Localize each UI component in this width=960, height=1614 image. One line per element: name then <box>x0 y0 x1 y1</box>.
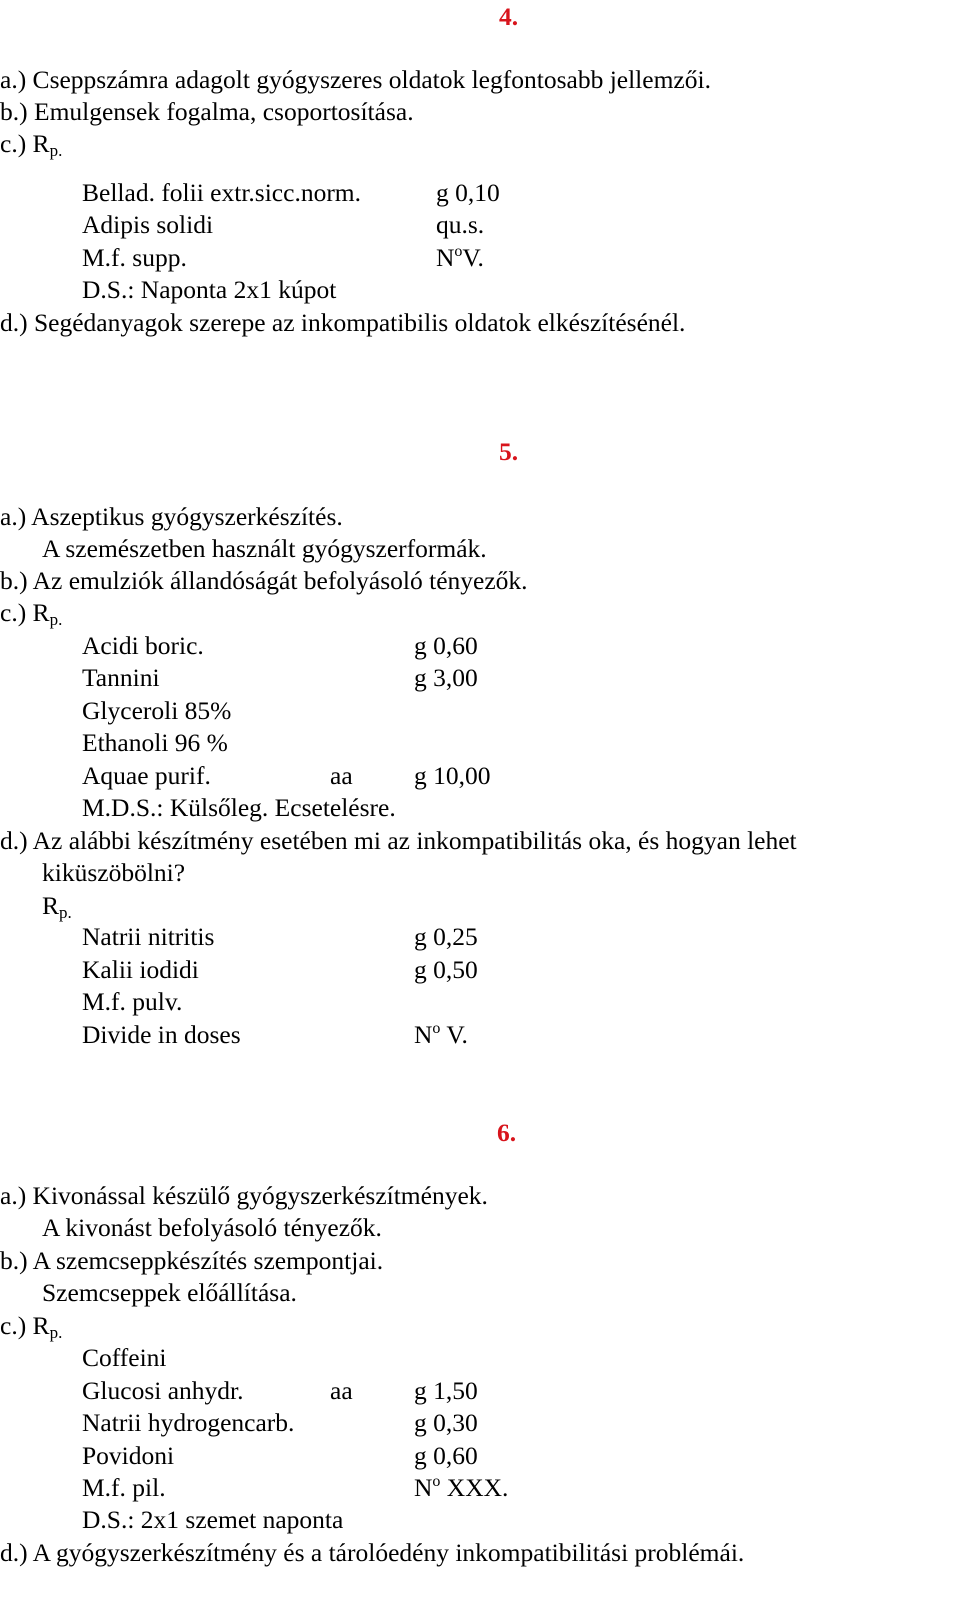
rx-ingredient: Natrii nitritis <box>82 922 215 951</box>
rx-ingredient: Kalii iodidi <box>82 955 199 984</box>
question-6a: a.) Kivonással készülő gyógyszerkészítmények. <box>0 1181 488 1210</box>
question-6d: d.) A gyógyszerkészítmény és a tárolóedény inkompatibilitási problémái. <box>0 1538 745 1567</box>
rx-dose: g 0,60 <box>414 1441 478 1470</box>
rx-ingredient: Coffeini <box>82 1343 167 1372</box>
rx-ingredient: Glucosi anhydr. <box>82 1376 244 1405</box>
question-5a: a.) Aszeptikus gyógyszerkészítés. <box>0 502 343 531</box>
rx-signature: M.D.S.: Külsőleg. Ecsetelésre. <box>82 793 396 822</box>
question-5b: b.) Az emulziók állandóságát befolyásoló tényezők. <box>0 566 528 595</box>
question-4c <box>0 129 62 159</box>
rx-aa: aa <box>330 1376 353 1405</box>
question-6b-cont: Szemcseppek előállítása. <box>42 1278 297 1307</box>
question-5a-cont: A szemészetben használt gyógyszerformák. <box>42 534 487 563</box>
question-5d-cont: kiküszöbölni? <box>42 858 186 887</box>
rx-dose: g 3,00 <box>414 663 478 692</box>
rx-dose: g 0,60 <box>414 631 478 660</box>
rx-count: $N^o$ XXX. <box>414 1473 509 1502</box>
rp-label: c.) R <box>0 129 50 158</box>
rx-ingredient: Glyceroli 85% <box>82 696 232 725</box>
rx-instruction: M.f. pulv. <box>82 987 183 1016</box>
rx-dose: qu.s. <box>436 210 485 239</box>
rx-dose: g 0,50 <box>414 955 478 984</box>
rx-dose: g 0,25 <box>414 922 478 951</box>
rp-label-2: $R_{p.}$ <box>42 891 72 922</box>
question-5c <box>0 598 62 628</box>
rx-instruction: M.f. pil. <box>82 1473 166 1502</box>
rp-label: c.) R <box>0 598 50 627</box>
section-number-6: 6. <box>497 1118 517 1147</box>
rx-instruction: M.f. supp. <box>82 243 187 272</box>
rx-ingredient: Adipis solidi <box>82 210 214 239</box>
rx-ingredient: Aquae purif. <box>82 761 211 790</box>
rx-count: $N^o$ V. <box>414 1020 468 1049</box>
rx-signature: D.S.: 2x1 szemet naponta <box>82 1505 344 1534</box>
rx-dose: g 0,30 <box>414 1408 478 1437</box>
rx-aa: aa <box>330 761 353 790</box>
rx-ingredient: Natrii hydrogencarb. <box>82 1408 295 1437</box>
question-6a-cont: A kivonást befolyásoló tényezők. <box>42 1213 382 1242</box>
question-4a: a.) Cseppszámra adagolt gyógyszeres oldatok legfontosabb jellemzői. <box>0 65 711 94</box>
rp-label: c.) R <box>0 1311 50 1340</box>
rx-dose: g 10,00 <box>414 761 491 790</box>
rx-instruction: Divide in doses <box>82 1020 241 1049</box>
question-5d: d.) Az alábbi készítmény esetében mi az inkompatibilitás oka, és hogyan lehet <box>0 826 797 855</box>
rx-count: $N^oV$. <box>436 243 484 272</box>
rx-ingredient: Acidi boric. <box>82 631 204 660</box>
section-number-5: 5. <box>499 437 519 466</box>
section-number-4: 4. <box>499 2 519 31</box>
rp-subscript: p. <box>49 610 63 629</box>
question-6b: b.) A szemcseppkészítés szempontjai. <box>0 1246 384 1275</box>
question-6c <box>0 1311 62 1341</box>
rx-dose: g 1,50 <box>414 1376 478 1405</box>
question-4b: b.) Emulgensek fogalma, csoportosítása. <box>0 97 414 126</box>
rp-subscript: p. <box>49 141 63 160</box>
rx-ingredient: Bellad. folii extr.sicc.norm. <box>82 178 362 207</box>
question-4d: d.) Segédanyagok szerepe az inkompatibilis oldatok elkészítésénél. <box>0 308 686 337</box>
rx-ingredient: Ethanoli 96 % <box>82 728 228 757</box>
rx-signature: D.S.: Naponta 2x1 kúpot <box>82 275 337 304</box>
rx-ingredient: Tannini <box>82 663 160 692</box>
rp-subscript: p. <box>49 1323 63 1342</box>
rx-ingredient: Povidoni <box>82 1441 175 1470</box>
rx-dose: g 0,10 <box>436 178 500 207</box>
